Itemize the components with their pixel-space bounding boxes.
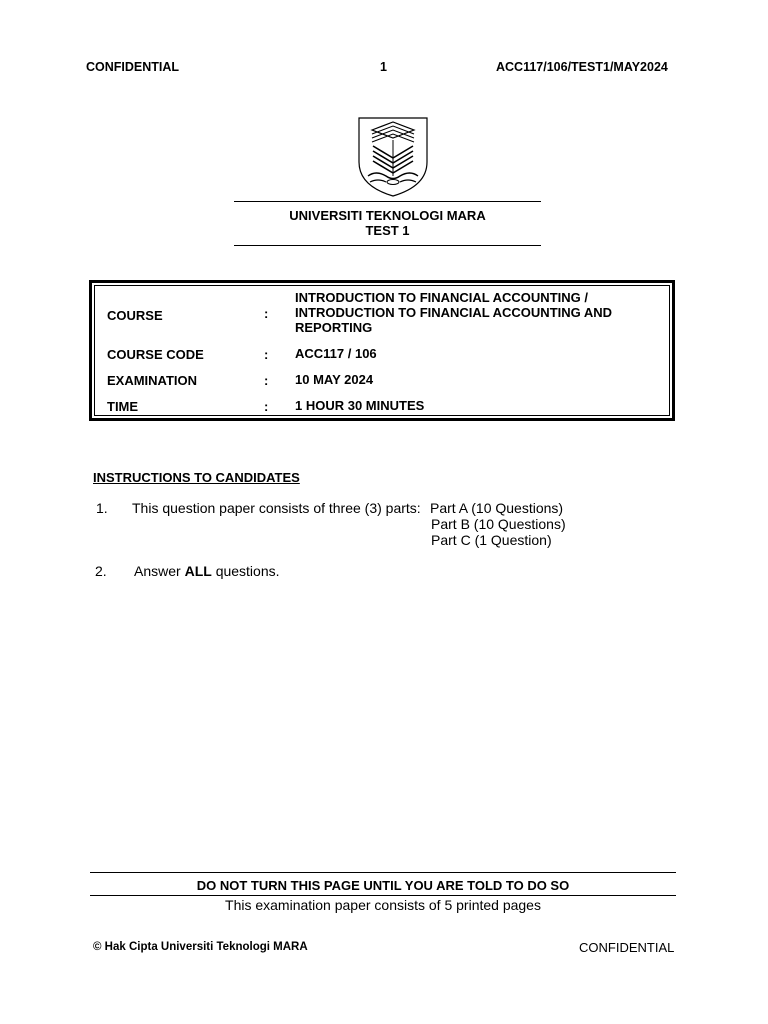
footer-copyright: © Hak Cipta Universiti Teknologi MARA [93, 941, 308, 953]
instruction-1-text: This question paper consists of three (3) parts: [132, 500, 421, 516]
footer-confidential: CONFIDENTIAL [579, 940, 675, 955]
examination-value: 10 MAY 2024 [295, 372, 374, 387]
test-title: TEST 1 [365, 223, 410, 238]
part-a-line: Part A (10 Questions) [430, 500, 564, 516]
instruction-2-text [134, 563, 280, 579]
course-code-colon: : [264, 347, 269, 362]
instruction-2-pre: Answer [134, 563, 181, 579]
examination-label: EXAMINATION [107, 373, 198, 388]
course-code-value: ACC117 / 106 [295, 346, 377, 361]
footer-top-rule [90, 872, 676, 873]
course-value-line3: REPORTING [295, 320, 373, 335]
instruction-2-emphasis: ALL [184, 563, 212, 579]
instruction-2-post: questions. [215, 563, 280, 579]
footer-bottom-rule [90, 895, 676, 896]
footer-warning: DO NOT TURN THIS PAGE UNTIL YOU ARE TOLD TO DO SO [196, 878, 570, 893]
course-value-line2: INTRODUCTION TO FINANCIAL ACCOUNTING AND [295, 305, 613, 320]
time-value: 1 HOUR 30 MINUTES [295, 398, 425, 413]
instruction-1-number: 1. [96, 500, 108, 516]
header-paper-code: ACC117/106/TEST1/MAY2024 [496, 60, 668, 74]
course-label: COURSE [107, 308, 163, 323]
header-confidential: CONFIDENTIAL [86, 60, 180, 74]
time-label: TIME [107, 399, 139, 414]
header-page-number: 1 [380, 60, 387, 74]
university-name: UNIVERSITI TEKNOLOGI MARA [289, 208, 486, 223]
title-top-rule [234, 201, 541, 202]
uitm-crest-icon [356, 116, 430, 198]
course-code-label: COURSE CODE [107, 347, 204, 362]
course-value-line1: INTRODUCTION TO FINANCIAL ACCOUNTING / [295, 290, 588, 305]
part-b-line: Part B (10 Questions) [431, 516, 566, 532]
course-colon: : [264, 306, 269, 321]
examination-colon: : [264, 373, 269, 388]
part-c-line: Part C (1 Question) [431, 532, 552, 548]
instructions-heading: INSTRUCTIONS TO CANDIDATES [93, 470, 300, 485]
time-colon: : [264, 399, 269, 414]
title-bottom-rule [234, 245, 541, 246]
footer-page-count: This examination paper consists of 5 printed pages [225, 897, 541, 913]
instruction-2-number: 2. [95, 563, 107, 579]
